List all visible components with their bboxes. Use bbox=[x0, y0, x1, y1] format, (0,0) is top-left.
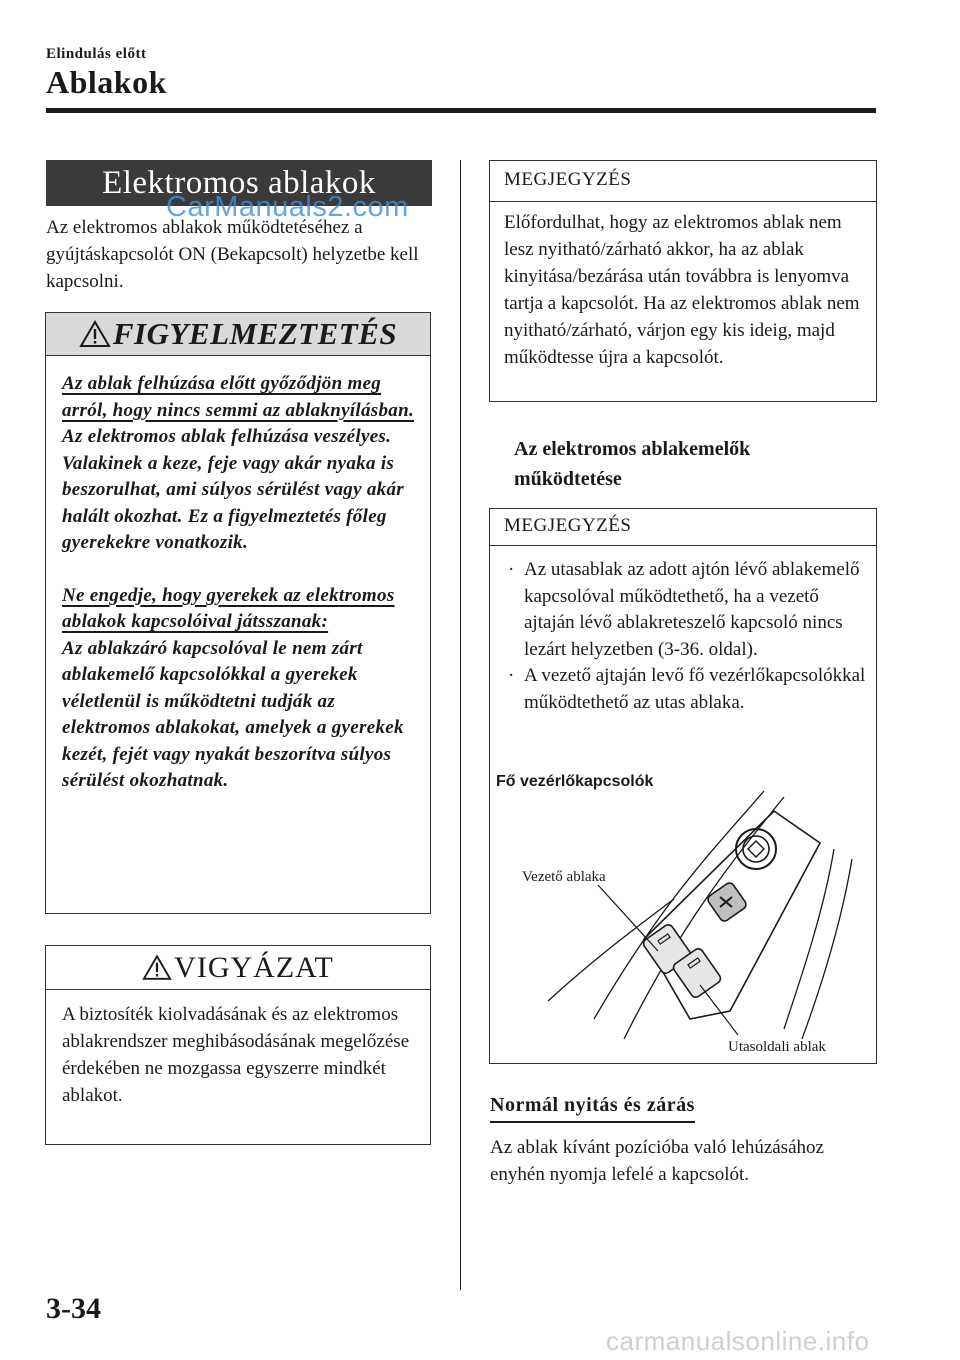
header-divider bbox=[46, 108, 876, 113]
footer-watermark: carmanualsonline.info bbox=[606, 1326, 870, 1356]
chapter-label: Elindulás előtt bbox=[46, 46, 147, 62]
warning-box bbox=[45, 312, 431, 914]
watermark-logo: CarManuals2.com bbox=[166, 191, 409, 223]
caution-header bbox=[46, 946, 430, 990]
caution-box bbox=[45, 945, 431, 1145]
warning-text-2: Az ablakzáró kapcsolóval le nem zárt ablakemelő kapcsolókkal a gyerekek véletlenül is működtetni tudják az elektromos ablakokat, amelyek a gyerekek kezét, fejét vagy nyakát beszorítva súlyos sérülést okozhatnak. bbox=[62, 637, 404, 791]
page-number: 3-34 bbox=[46, 1292, 101, 1325]
intro-paragraph: Az elektromos ablakok működtetéséhez a gyújtáskapcsolót ON (Bekapcsolt) helyzetbe kell kapcsolni. bbox=[46, 217, 419, 292]
warning-heading-2: Ne engedje, hogy gyerekek az elektromos ablakok kapcsolóival játsszanak: bbox=[62, 584, 395, 632]
warning-title: FIGYELMEZTETÉS bbox=[112, 316, 398, 351]
window-switch-illustration bbox=[522, 789, 862, 1055]
note-title-2: MEGJEGYZÉS bbox=[504, 515, 632, 536]
warning-text-1: Az elektromos ablak felhúzása veszélyes. Valakinek a keze, feje vagy akár nyaka is beszorulhat, ami súlyos sérülést vagy akár halált okozhat. Ez a figyelmeztetés főleg gyerekekre vonatkozik. bbox=[62, 426, 404, 553]
note-title-1: MEGJEGYZÉS bbox=[504, 169, 632, 190]
caution-title: VIGYÁZAT bbox=[174, 951, 334, 984]
note-box-1 bbox=[489, 160, 877, 402]
list-item: · Az utasablak az adott ajtón lévő ablakemelő kapcsolóval működtethető, ha a vezető ajtaján lévő ablakreteszelő kapcsoló nincs lezárt helyzetben (3-36. oldal). bbox=[508, 559, 860, 660]
bullet-dot: · bbox=[508, 559, 515, 580]
column-divider bbox=[460, 160, 461, 1290]
callout-driver-window: Vezető ablaka bbox=[522, 869, 606, 885]
normal-operation-heading: Normál nyitás és zárás bbox=[490, 1094, 695, 1123]
warning-triangle-icon bbox=[79, 320, 111, 348]
list-item: · A vezető ajtaján levő fő vezérlőkapcsolókkal működtethető az utas ablaka. bbox=[508, 665, 866, 713]
warning-heading-1: Az ablak felhúzása előtt győződjön meg arról, hogy nincs semmi az ablaknyílásban. bbox=[62, 373, 415, 421]
note-box-2 bbox=[489, 508, 877, 1064]
section-heading: Elektromos ablakok bbox=[46, 160, 432, 206]
bullet-dot: · bbox=[508, 665, 515, 686]
caution-text: A biztosíték kiolvadásának és az elektromos ablakrendszer meghibásodásának megelőzése érdekében ne mozgassa egyszerre mindkét ablakot. bbox=[62, 1004, 410, 1106]
page-title: Ablakok bbox=[46, 64, 167, 100]
caution-triangle-icon bbox=[142, 954, 172, 981]
subsection-heading: Az elektromos ablakemelők működtetése bbox=[514, 438, 751, 490]
warning-header bbox=[46, 313, 430, 356]
normal-operation-text: Az ablak kívánt pozícióba való lehúzásához enyhén nyomja lefelé a kapcsolót. bbox=[490, 1137, 824, 1185]
note-text-1: Előfordulhat, hogy az elektromos ablak nem lesz nyitható/zárható akkor, ha az ablak kinyitása/bezárása után továbbra is lenyomva tartja a kapcsolót. Ha az elektromos ablak nem nyitható/zárható, várjon egy kis ideig, majd működtesse újra a kapcsolót. bbox=[504, 212, 860, 368]
callout-passenger-window: Utasoldali ablak bbox=[728, 1039, 826, 1055]
figure-caption: Fő vezérlőkapcsolók bbox=[496, 773, 654, 790]
